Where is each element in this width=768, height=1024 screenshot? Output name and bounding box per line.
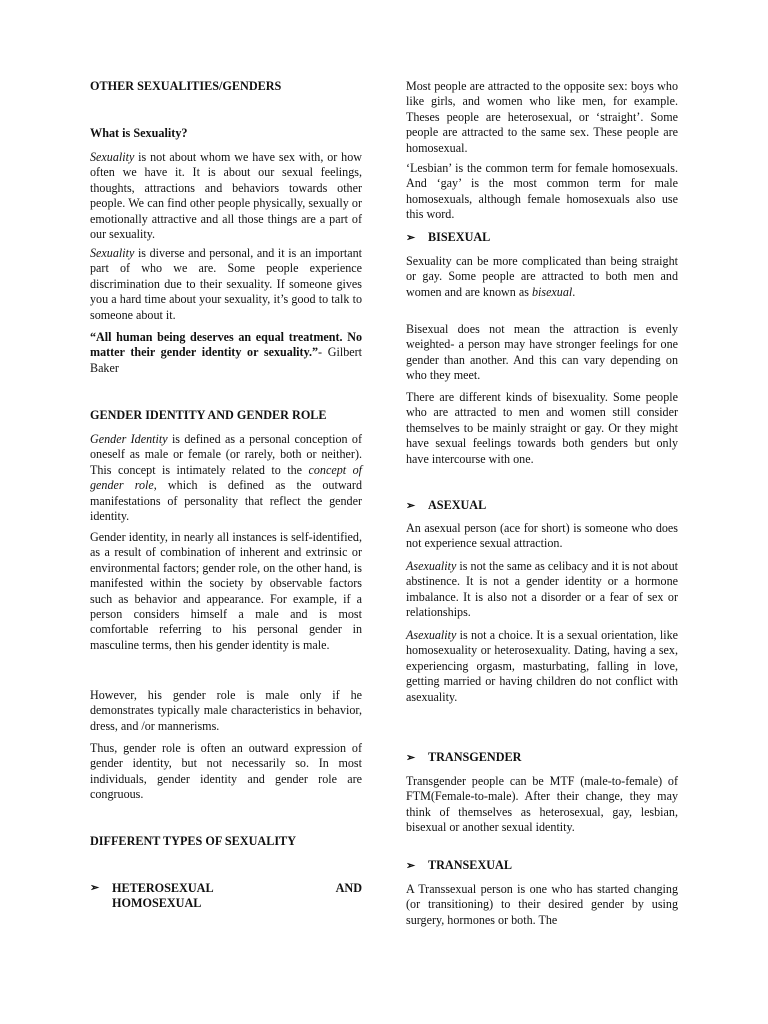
bullet-heterosexual-homosexual: ➢ HETEROSEXUAL AND HOMOSEXUAL: [90, 881, 362, 910]
paragraph-gender-role-male: However, his gender role is male only if he demonstrates typically male characteristics in behavior, dress, and /or mannerisms.: [90, 688, 362, 733]
arrow-bullet-icon: ➢: [406, 860, 416, 872]
heading-different-types: DIFFERENT TYPES OF SEXUALITY: [90, 834, 296, 848]
paragraph-bisexuality-kinds: There are different kinds of bisexuality. Some people who are attracted to men and women still consider themselves to be mainly straight or gay. Or they might have sexual feelings towards both genders but only have intercourse with one.: [406, 390, 678, 466]
arrow-bullet-icon: ➢: [406, 232, 416, 244]
paragraph-asexuality-celibacy: Asexuality is not the same as celibacy and it is not about abstinence. It is not a gender identity or a hormone imbalance. It is also not a disorder or a fear of sex or relationships.: [406, 559, 678, 620]
heading-gender-identity: GENDER IDENTITY AND GENDER ROLE: [90, 408, 327, 422]
arrow-bullet-icon: ➢: [90, 882, 100, 894]
bullet-bisexual: ➢ BISEXUAL: [406, 230, 491, 244]
bullet-transexual: ➢ TRANSEXUAL: [406, 858, 512, 872]
quote-gilbert-baker: [90, 330, 362, 376]
paragraph-gender-identity-definition: Gender Identity is defined as a personal conception of oneself as male or female (or rarely, both or neither). This concept is intimately related to the concept of gender role, which is defined as the outward manifestations of personality that reflect the gender identity.: [90, 432, 363, 524]
paragraph-transsexual-definition: A Transsexual person is one who has started changing (or transitioning) to their desired gender by using surgery, hormones or both. The: [406, 882, 678, 927]
bullet-asexual: ➢ ASEXUAL: [406, 498, 487, 512]
paragraph-transgender-definition: Transgender people can be MTF (male-to-female) of FTM(Female-to-male). After their change, they may think of themselves as heterosexual, gay, lesbian, bisexual or another sexual identity.: [406, 774, 678, 835]
paragraph-hetero-homo: Most people are attracted to the opposite sex: boys who like girls, and women who like men, for example. Theses people are heterosexual, or ‘straight’. Some people are attracted to the same sex. These people are homosexual.: [406, 79, 678, 155]
paragraph-bisexual-definition: Sexuality can be more complicated than being straight or gay. Some people are attracted to both men and women and are known as bisexual.: [406, 254, 678, 299]
arrow-bullet-icon: ➢: [406, 752, 416, 764]
paragraph-gender-identity-self-identified: Gender identity, in nearly all instances is self-identified, as a result of combination of inherent and extrinsic or environmental factors; gender role, on the other hand, is manifested within the society by observable factors such as behavior and appearance. For example, if a person considers himself a male and is most comfortable referring to his personal gender in masculine terms, then his gender identity is male.: [90, 530, 362, 652]
quote-author: - Gilbert Baker: [90, 345, 362, 375]
arrow-bullet-icon: ➢: [406, 500, 416, 512]
subheading-what-is-sexuality: What is Sexuality?: [90, 126, 188, 140]
bullet-transgender: ➢ TRANSGENDER: [406, 750, 522, 764]
paragraph-sexuality-diverse: Sexuality is diverse and personal, and it is an important part of who we are. Some people experience discrimination due to their sexuality. If someone gives you a hard time about your sexuality, it’s good to talk to someone about it.: [90, 246, 362, 322]
term-sexuality: Sexuality: [90, 246, 135, 260]
paragraph-gender-role-expression: Thus, gender role is often an outward expression of gender identity, but not necessarily so. In most individuals, gender identity and gender role are congruous.: [90, 741, 362, 802]
paragraph-sexuality-definition: Sexuality is not about whom we have sex with, or how often we have it. It is about our sexual feelings, thoughts, attractions and behaviors towards other people. We can find other people physically, sexually or emotionally attractive and all those things are a part of our sexuality.: [90, 150, 362, 242]
paragraph-lesbian-gay: ‘Lesbian’ is the common term for female homosexuals. And ‘gay’ is the most common term for male homosexuals, although female homosexuals also use this word.: [406, 161, 678, 222]
paragraph-asexual-definition: An asexual person (ace for short) is someone who does not experience sexual attraction.: [406, 521, 678, 551]
term-sexuality: Sexuality: [90, 150, 135, 164]
heading-other-sexualities: OTHER SEXUALITIES/GENDERS: [90, 79, 282, 93]
quote-text: “All human being deserves an equal treatment. No matter their gender identity or sexuality.”: [90, 330, 362, 360]
paragraph-bisexual-weighted: Bisexual does not mean the attraction is evenly weighted- a person may have stronger feelings for one gender than another. And this can vary depending on who they meet.: [406, 322, 678, 383]
paragraph-asexuality-choice: Asexuality is not a choice. It is a sexual orientation, like homosexuality or heterosexuality. Dating, having a sex, experiencing orgasm, masturbating, falling in love, getting married or having children do not conflict with asexuality.: [406, 628, 678, 704]
